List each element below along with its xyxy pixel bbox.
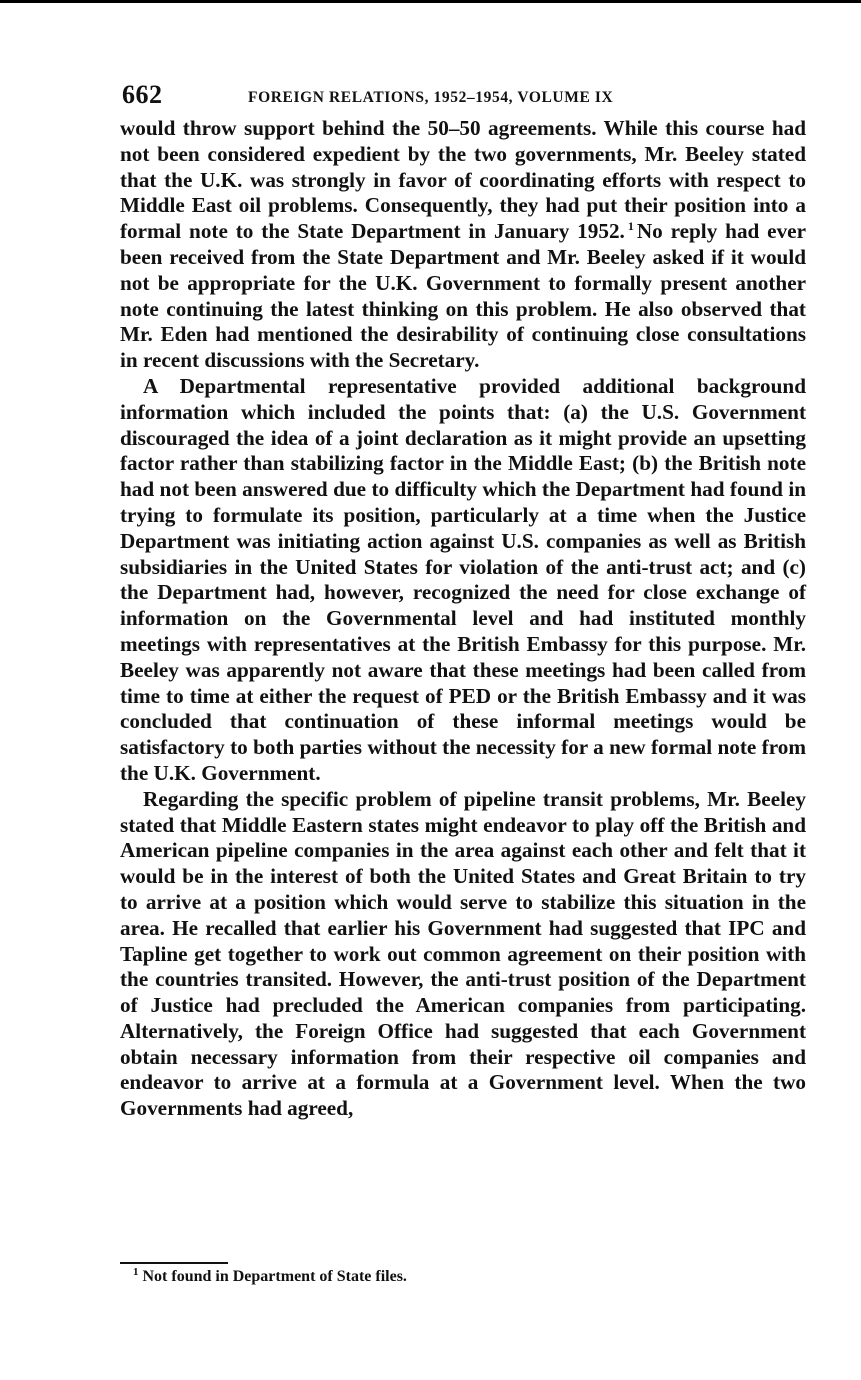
paragraph-1 <box>120 116 806 374</box>
paragraph-1-part-a: would throw support behind the 50–50 agreements. While this course had not been considered expedient by the two governments, Mr. Beeley stated that the U.K. was strongly in favor of coordinating efforts with respect to Middle East oil problems. Consequently, they had put their position into a formal note to the State Department in January 1952. <box>120 116 806 244</box>
footnote-text: Not found in Department of State files. <box>142 1268 407 1285</box>
paragraph-2: A Departmental representative provided additional background information which included the points that: (a) the U.S. Government discouraged the idea of a joint declaration as it might provide an upsetting factor rather than stabilizing factor in the Middle East; (b) the British note had not been answered due to difficulty which the Department had found in trying to formulate its position, particularly at a time when the Justice Department was initiating action against U.S. companies as well as British subsidiaries in the United States for violation of the anti-trust act; and (c) the Department had, however, recognized the need for close exchange of information on the Governmental level and had instituted monthly meetings with representatives at the British Embassy for this purpose. Mr. Beeley was apparently not aware that these meetings had been called from time to time at either the request of PED or the British Embassy and it was concluded that continuation of these informal meetings would be satisfactory to both parties without the necessity for a new formal note from the U.K. Government. <box>120 373 806 785</box>
page-number: 662 <box>122 80 163 109</box>
running-head <box>120 80 806 116</box>
running-head-title: FOREIGN RELATIONS, 1952–1954, VOLUME IX <box>248 89 614 106</box>
body-text <box>120 116 806 1122</box>
footnote-divider <box>120 1262 228 1264</box>
footnote-mark: 1 <box>133 1265 139 1278</box>
top-border-rule <box>0 0 861 3</box>
footnote <box>133 1265 407 1286</box>
paragraph-1-part-b: No reply had ever been received from the State Department and Mr. Beeley asked if it would not be appropriate for the U.K. Government to formally present another note continuing the latest thinking on this problem. He also observed that Mr. Eden had mentioned the desirability of continuing close consultations in recent discussions with the Secretary. <box>120 219 806 373</box>
footnote-reference: 1 <box>627 219 634 234</box>
paragraph-3: Regarding the specific problem of pipeline transit problems, Mr. Beeley stated that Middle Eastern states might endeavor to play off the British and American pipeline companies in the area against each other and felt that it would be in the interest of both the United States and Great Britain to try to arrive at a position which would serve to stabilize this situation in the area. He recalled that earlier his Government had suggested that IPC and Tapline get together to work out common agreement on their position with the countries transited. However, the anti-trust position of the Department of Justice had precluded the American companies from participating. Alternatively, the Foreign Office had suggested that each Government obtain necessary information from their respective oil companies and endeavor to arrive at a formula at a Government level. When the two Governments had agreed, <box>120 786 806 1121</box>
document-page <box>120 80 806 1122</box>
